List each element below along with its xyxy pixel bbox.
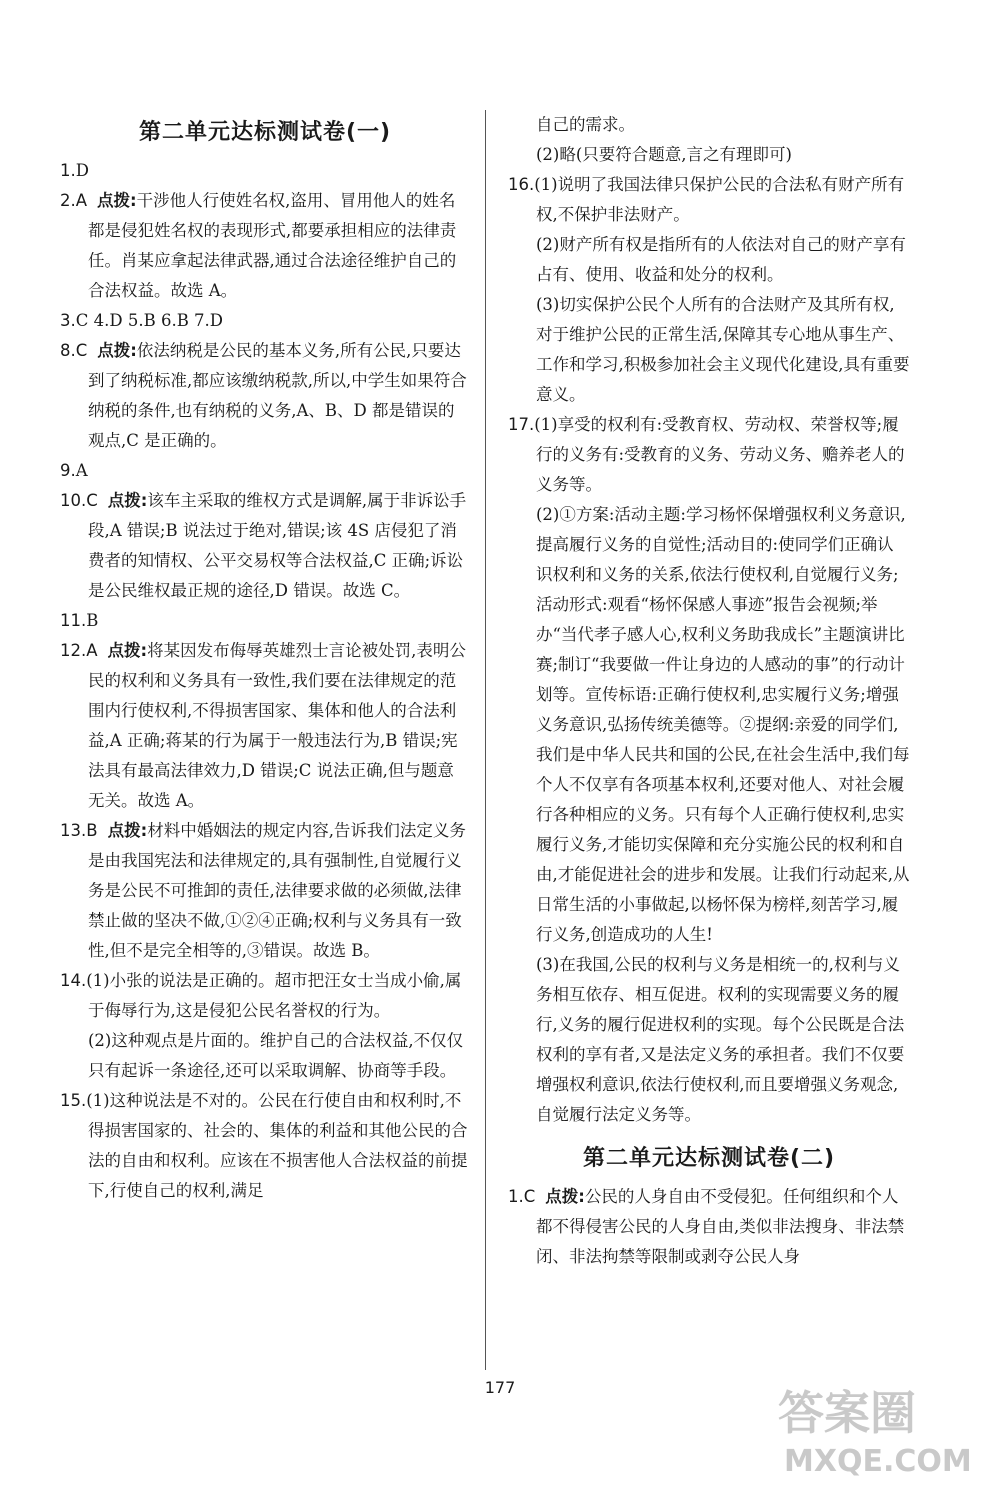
watermark-url: MXQE.COM <box>784 1444 972 1479</box>
answer-item <box>60 336 470 456</box>
answer-item <box>60 156 470 186</box>
answer-sub: (2)财产所有权是指所有的人依法对自己的财产享有占有、使用、收益和处分的权利。 <box>536 235 906 284</box>
answer-list <box>508 170 910 1130</box>
answer-number: 1. <box>60 161 76 180</box>
left-column <box>60 110 470 1206</box>
answer-item <box>60 486 470 606</box>
answer-choice: B <box>86 821 98 840</box>
answer-text: (1)这种说法是不对的。公民在行使自由和权利时,不得损害国家的、社会的、集体的利益和其他公民的合法的自由和权利。应该在不损害他人合法权益的前提下,行使自己的权利,满足 <box>86 1091 468 1200</box>
tip-label: 点拨: <box>545 1187 585 1206</box>
answer-choice: C <box>75 341 88 360</box>
answer-item <box>60 186 470 306</box>
answer-number: 1. <box>508 1187 524 1206</box>
answer-text: 公民的人身自由不受侵犯。任何组织和个人都不得侵害公民的人身自由,类似非法搜身、非法禁闭、非法拘禁等限制或剥夺公民人身 <box>536 1187 905 1266</box>
answer-choice: A <box>86 641 98 660</box>
answer-sub: (2)这种观点是片面的。维护自己的合法权益,不仅仅只有起诉一条途径,还可以采取调解、协商等手段。 <box>88 1031 464 1080</box>
answer-sub: (3)在我国,公民的权利与义务是相统一的,权利与义务相互依存、相互促进。权利的实现需要义务的履行,义务的履行促进权利的实现。每个公民既是合法权利的享有者,又是法定义务的承担者。我们不仅要增强权利意识,依法行使权利,而且要增强义务观念,自觉履行法定义务等。 <box>536 955 905 1124</box>
answer-item <box>60 606 470 636</box>
column-divider <box>485 110 486 1370</box>
answer-sub: 自己的需求。 <box>536 115 635 134</box>
answer-text: (1)说明了我国法律只保护公民的合法私有财产所有权,不保护非法财产。 <box>534 175 905 224</box>
section-title-2: 第二单元达标测试卷(二) <box>582 1146 836 1171</box>
answer-sub: (3)切实保护公民个人所有的合法财产及其所有权,对于维护公民的正常生活,保障其专心地从事生产、工作和学习,积极参加社会主义现代化建设,具有重要意义。 <box>536 295 910 404</box>
answer-text: A <box>75 461 88 480</box>
answer-sub: (2)略(只要符合题意,言之有理即可) <box>536 145 792 164</box>
answer-item <box>60 1086 470 1206</box>
answer-text: 依法纳税是公民的基本义务,所有公民,只要达到了纳税标准,都应该缴纳税款,所以,中学生如果符合纳税的条件,也有纳税的义务,A、B、D 都是错误的观点,C 是正确的。 <box>88 341 467 450</box>
answer-choice: C <box>86 491 98 510</box>
answer-number: 2. <box>60 191 76 210</box>
answer-item <box>60 966 470 1026</box>
answer-number: 11. <box>60 611 87 630</box>
answer-item <box>60 636 470 816</box>
answer-number: 8. <box>60 341 76 360</box>
tip-label: 点拨: <box>97 191 137 210</box>
tip-label: 点拨: <box>107 641 148 660</box>
answer-item <box>508 170 910 230</box>
section-title: 第二单元达标测试卷(一) <box>138 120 392 145</box>
answer-text: B <box>86 611 99 630</box>
answer-number: 12. <box>60 641 87 660</box>
answer-item <box>60 456 470 486</box>
answer-text: 该车主采取的维权方式是调解,属于非诉讼手段,A 错误;B 说法过于绝对,错误;该 4S 店侵犯了消费者的知情权、公平交易权等合法权益,C 正确;诉讼是公民维权最正规的途径,D 错误。故选 C。 <box>88 491 467 600</box>
answer-item <box>60 816 470 966</box>
answer-item <box>508 1182 910 1272</box>
answer-text: 将某因发布侮辱英雄烈士言论被处罚,表明公民的权利和义务具有一致性,我们要在法律规定的范围内行使权利,不得损害国家、集体和他人的合法利益,A 正确;蒋某的行为属于一般违法行为,B 错误;宪法具有最高法律效力,D 错误;C 说法正确,但与题意无关。故选 A。 <box>88 641 466 810</box>
answer-choice: A <box>75 191 88 210</box>
answer-text: (1)享受的权利有:受教育权、劳动权、荣誉权等;履行的义务有:受教育的义务、劳动义务、赡养老人的义务等。 <box>534 415 905 494</box>
answer-text: C 4.D 5.B 6.B 7.D <box>75 311 224 330</box>
answer-list-2 <box>508 1182 910 1272</box>
watermark-brand: 答案圈 <box>778 1386 916 1440</box>
answer-list <box>60 156 470 1206</box>
tip-label: 点拨: <box>107 491 148 510</box>
answer-text: 干涉他人行使姓名权,盗用、冒用他人的姓名都是侵犯姓名权的表现形式,都要承担相应的法律责任。肖某应拿起法律武器,通过合法途径维护自己的合法权益。故选 A。 <box>88 191 457 300</box>
right-column <box>508 110 910 1272</box>
answer-number: 15. <box>60 1091 87 1110</box>
answer-number: 10. <box>60 491 87 510</box>
answer-text: D <box>75 161 89 180</box>
page-number: 177 <box>484 1378 516 1397</box>
answer-text: 材料中婚姻法的规定内容,告诉我们法定义务是由我国宪法和法律规定的,具有强制性,自觉履行义务是公民不可推卸的责任,法律要求做的必须做,法律禁止做的坚决不做,①②④正确;权利与义务具有一致性,但不是完全相等的,③错误。故选 B。 <box>88 821 466 960</box>
answer-number: 9. <box>60 461 76 480</box>
answer-sub: (2)①方案:活动主题:学习杨怀保增强权利义务意识,提高履行义务的自觉性;活动目的:使同学们正确认识权利和义务的关系,依法行使权利,自觉履行义务;活动形式:观看“杨怀保感人事迹”报告会视频;举办“当代孝子感人心,权利义务助我成长”主题演讲比赛;制订“我要做一件让身边的人感动的事”的行动计划等。宣传标语:正确行使权利,忠实履行义务;增强义务意识,弘扬传统美德等。②提纲:亲爱的同学们,我们是中华人民共和国的公民,在社会生活中,我们每个人不仅享有各项基本权利,还要对他人、对社会履行各种相应的义务。只有每个人正确行使权利,忠实履行义务,才能切实保障和充分实施公民的权利和自由,才能促进社会的进步和发展。让我们行动起来,从日常生活的小事做起,以杨怀保为榜样,刻苦学习,履行义务,创造成功的人生! <box>536 505 910 944</box>
answer-number: 13. <box>60 821 87 840</box>
answer-item <box>60 306 470 336</box>
answer-number: 3. <box>60 311 76 330</box>
answer-number: 16. <box>508 175 535 194</box>
answer-choice: C <box>523 1187 536 1206</box>
answer-number: 14. <box>60 971 87 990</box>
tip-label: 点拨: <box>107 821 148 840</box>
watermark-logo-icon <box>770 1371 982 1481</box>
answer-number: 17. <box>508 415 535 434</box>
tip-label: 点拨: <box>97 341 137 360</box>
answer-item <box>508 410 910 500</box>
answer-text: (1)小张的说法是正确的。超市把汪女士当成小偷,属于侮辱行为,这是侵犯公民名誉权的行为。 <box>86 971 462 1020</box>
continued-block <box>508 110 910 170</box>
